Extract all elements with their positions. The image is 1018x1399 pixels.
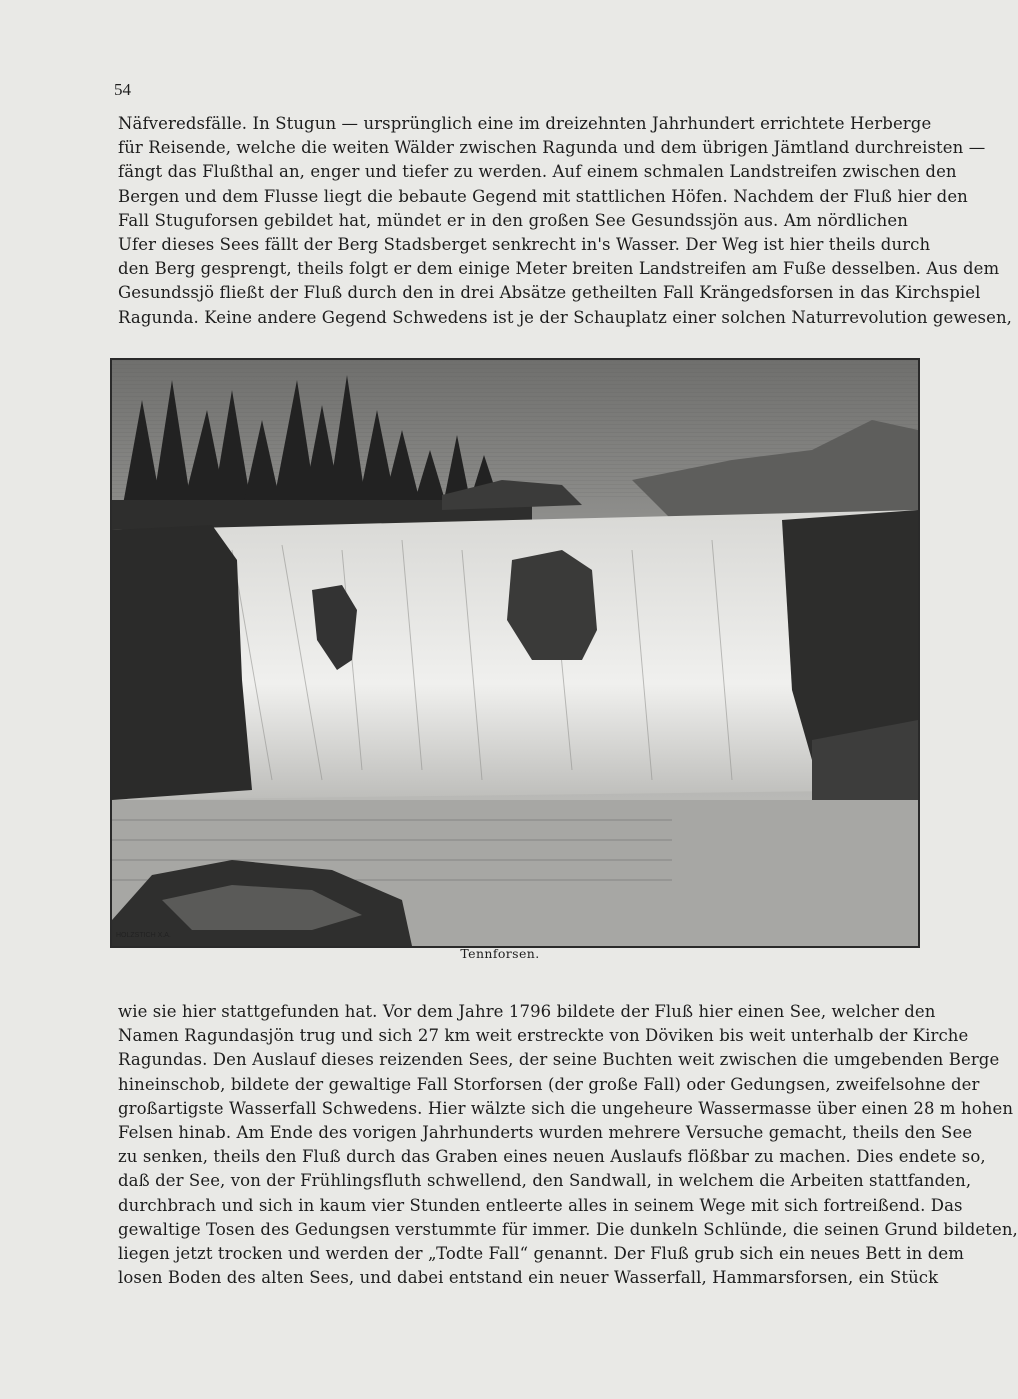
text-line: Gesundssjö fließt der Fluß durch den in drei Absätze getheilten Fall Krängedsforsen in das Kirchspiel: [118, 283, 981, 303]
text-line: Felsen hinab. Am Ende des vorigen Jahrhunderts wurden mehrere Versuche gemacht, theils den See: [118, 1123, 973, 1143]
text-line: zu senken, theils den Fluß durch das Graben eines neuen Auslaufs flößbar zu machen. Dies endete so,: [118, 1147, 986, 1167]
text-line: Namen Ragundasjön trug und sich 27 km weit erstreckte von Döviken bis weit unterhalb der Kirche: [118, 1026, 969, 1046]
text-line: Ragunda. Keine andere Gegend Schwedens ist je der Schauplatz einer solchen Naturrevolution gewesen,: [118, 307, 1013, 327]
figure-caption: Tennforsen.: [460, 946, 540, 961]
engraving-image: [112, 360, 918, 946]
text-line: großartigste Wasserfall Schwedens. Hier wälzte sich die ungeheure Wassermasse über einen 28 m hohen: [118, 1098, 1014, 1118]
text-line: Näfveredsfälle. In Stugun — ursprünglich eine im dreizehnten Jahrhundert errichtete Herberge: [118, 114, 932, 133]
text-line: wie sie hier stattgefunden hat. Vor dem Jahre 1796 bildete der Fluß hier einen See, welcher den: [118, 1002, 936, 1021]
text-line: Ragundas. Den Auslauf dieses reizenden Sees, der seine Buchten weit zwischen die umgebenden Berge: [118, 1050, 1000, 1070]
text-line: fängt das Flußthal an, enger und tiefer zu werden. Auf einem schmalen Landstreifen zwischen den: [118, 162, 957, 182]
paragraph-bottom: [118, 1000, 1018, 1290]
text-line: hineinschob, bildete der gewaltige Fall Storforsen (der große Fall) oder Gedungsen, zweifelsohne der: [118, 1074, 980, 1094]
text-line: durchbrach und sich in kaum vier Stunden entleerte alles in seinem Wege mit sich fortreißend. Das: [118, 1195, 963, 1215]
text-line: Ufer dieses Sees fällt der Berg Stadsberget senkrecht in's Wasser. Der Weg ist hier theils durch: [118, 235, 931, 255]
text-line: gewaltige Tosen des Gedungsen verstummte für immer. Die dunkeln Schlünde, die seinen Grund bildeten,: [118, 1219, 1018, 1239]
text-line: für Reisende, welche die weiten Wälder zwischen Ragunda und dem übrigen Jämtland durchreisten —: [118, 138, 986, 158]
waterfall-illustration: [110, 358, 920, 948]
text-line: losen Boden des alten Sees, und dabei entstand ein neuer Wasserfall, Hammarsforsen, ein Stück: [118, 1268, 939, 1288]
text-line: Bergen und dem Flusse liegt die bebaute Gegend mit stattlichen Höfen. Nachdem der Fluß hier den: [118, 186, 968, 206]
text-line: den Berg gesprengt, theils folgt er dem einige Meter breiten Landstreifen am Fuße desselben. Aus dem: [118, 259, 1000, 279]
paragraph-top: [118, 112, 1013, 330]
text-line: daß der See, von der Frühlingsfluth schwellend, den Sandwall, in welchem die Arbeiten stattfanden,: [118, 1171, 972, 1191]
text-line: Fall Stuguforsen gebildet hat, mündet er in den großen See Gesundssjön aus. Am nördlichen: [118, 210, 908, 230]
page-number: 54: [114, 80, 131, 99]
text-line: liegen jetzt trocken und werden der „Todte Fall“ genannt. Der Fluß grub sich ein neues Bett in dem: [118, 1244, 965, 1264]
engraver-signature: HOLZSTICH X.A.: [116, 932, 171, 939]
